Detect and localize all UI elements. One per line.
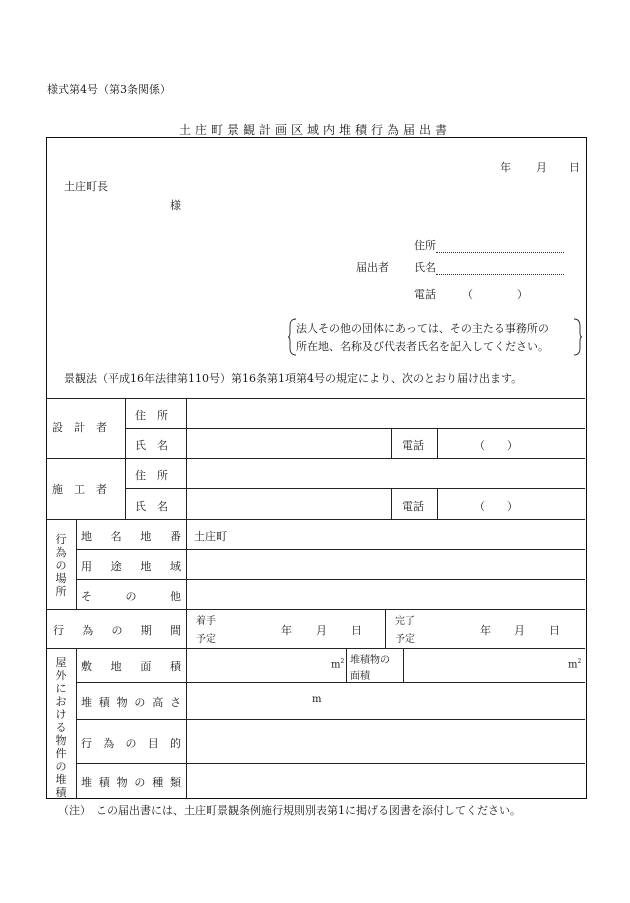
designer-label: 設 計 者: [52, 421, 107, 434]
location-label: 行為の場所: [55, 533, 67, 598]
designer-name-field[interactable]: [187, 429, 390, 457]
purpose-label: 行 為 の 目 的: [81, 737, 181, 750]
corp-note-line1: 法人その他の団体にあっては、その主たる事務所の: [296, 322, 549, 335]
start-day-label: 日: [351, 624, 362, 637]
pile-type-label: 堆 積 物 の 種 類: [81, 776, 181, 789]
notifier-name-label: 氏名: [414, 261, 436, 274]
contractor-name-field[interactable]: [187, 489, 390, 518]
notifier-label: 届出者: [356, 261, 389, 274]
pile-area-label-2: 面積: [350, 671, 370, 682]
start-label-2: 予定: [196, 634, 216, 645]
start-year-label: 年: [281, 624, 292, 637]
pile-height-unit: m: [312, 694, 322, 705]
corp-note-line2: 所在地、名称及び代表者氏名を記入してください。: [296, 340, 549, 353]
location-other-label: そ の 他: [81, 590, 181, 603]
start-label-1: 着手: [196, 616, 216, 627]
contractor-address-label: 住 所: [135, 469, 168, 482]
footnote-mark: （注）: [58, 804, 91, 817]
date-month-label: 月: [536, 161, 547, 174]
site-area-label: 敷 地 面 積: [81, 660, 181, 673]
contractor-name-label: 氏 名: [135, 500, 168, 513]
storage-label: 屋外における物件の堆積: [55, 656, 67, 799]
notifier-address-field[interactable]: [436, 240, 564, 253]
location-other-field[interactable]: [187, 580, 584, 608]
period-label: 行 為 の 期 間: [53, 624, 181, 637]
notifier-phone-label: 電話: [414, 288, 436, 301]
pile-type-field[interactable]: [187, 764, 584, 797]
designer-address-field[interactable]: [187, 399, 584, 427]
designer-name-label: 氏 名: [135, 439, 168, 452]
end-month-label: 月: [514, 624, 525, 637]
contractor-phone-field[interactable]: （ ）: [474, 500, 518, 513]
legal-statement: 景観法（平成16年法律第110号）第16条第1項第4号の規定により、次のとおり届け出ます。: [64, 372, 523, 385]
zoning-field[interactable]: [187, 550, 584, 578]
page-title: 土庄町景観計画区域内堆積行為届出書: [178, 123, 451, 137]
addressee: 土庄町長: [64, 180, 108, 193]
notifier-phone-field[interactable]: （ ）: [462, 288, 528, 301]
zoning-label: 用 途 地 域: [81, 560, 181, 573]
end-year-label: 年: [480, 624, 491, 637]
notifier-name-field[interactable]: [436, 262, 564, 275]
designer-address-label: 住 所: [135, 409, 168, 422]
notifier-address[interactable]: [414, 237, 564, 253]
pile-area-unit: $m^2$: [568, 658, 582, 671]
designer-phone-field[interactable]: （ ）: [474, 439, 518, 452]
end-day-label: 日: [549, 624, 560, 637]
form-number: 様式第4号（第3条関係）: [47, 83, 171, 96]
purpose-field[interactable]: [187, 720, 584, 762]
date-year-label: 年: [500, 161, 511, 174]
notifier-name[interactable]: [414, 259, 564, 275]
notifier-address-label: 住所: [414, 239, 436, 252]
pile-area-label-1: 堆積物の: [350, 655, 390, 666]
end-label-1: 完了: [395, 616, 415, 627]
contractor-phone-label: 電話: [402, 500, 424, 513]
pile-height-label: 堆 積 物 の 高 さ: [81, 696, 181, 709]
start-month-label: 月: [316, 624, 327, 637]
end-label-2: 予定: [395, 634, 415, 645]
lot-number-field[interactable]: 土庄町: [194, 530, 227, 543]
lot-number-label: 地 名 地 番: [81, 530, 181, 543]
designer-phone-label: 電話: [402, 439, 424, 452]
footnote-text: この届出書には、土庄町景観条例施行規則別表第1に掲げる図書を添付してください。: [96, 804, 521, 817]
contractor-address-field[interactable]: [187, 459, 584, 487]
contractor-label: 施 工 者: [52, 483, 107, 496]
date-day-label: 日: [569, 161, 580, 174]
site-area-unit: $m^2$: [331, 658, 345, 671]
honorific: 様: [170, 199, 181, 212]
